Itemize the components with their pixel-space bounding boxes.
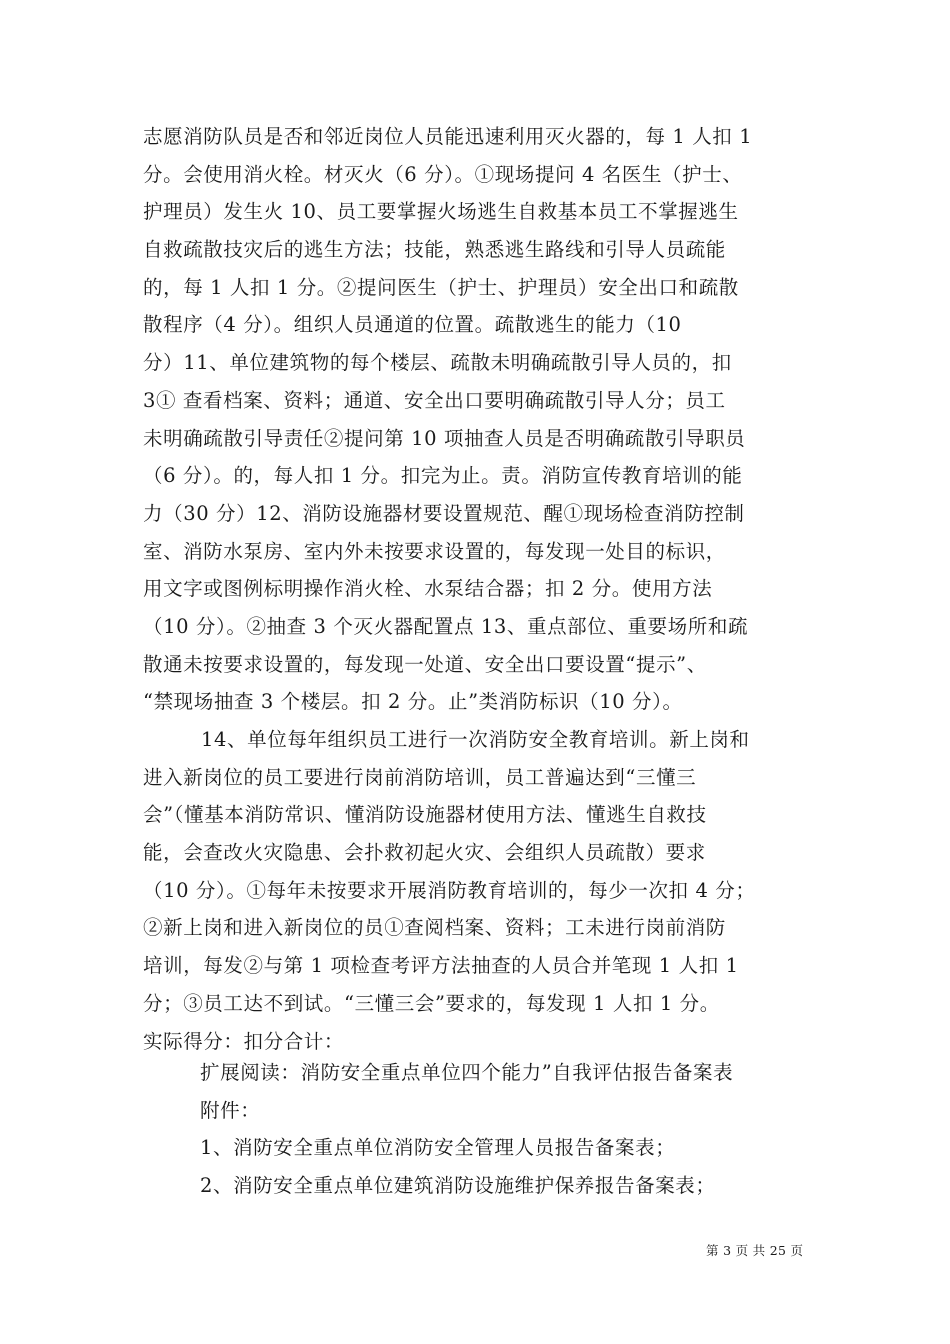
text-line: 培训，每发②与第 1 项检查考评方法抽查的人员合并笔现 1 人扣 1 <box>143 954 739 978</box>
text-line: 自救疏散技灾后的逃生方法；技能，熟悉逃生路线和引导人员疏能 <box>143 238 726 262</box>
text-line: 分。会使用消火栓。材灭火（6 分）。①现场提问 4 名医生（护士、 <box>143 162 743 186</box>
paragraph-start-line: 14、单位每年组织员工进行一次消防安全教育培训。新上岗和 <box>201 728 750 751</box>
body-text <box>143 118 809 1060</box>
page-number: 第 3 页 共 25 页 <box>706 1243 804 1258</box>
text-line: （10 分）。②抽查 3 个灭火器配置点 13、重点部位、重要场所和疏 <box>143 614 749 638</box>
text-line: 进入新岗位的员工要进行岗前消防培训，员工普遍达到“三懂三 <box>143 765 697 789</box>
extension-section <box>200 1054 820 1205</box>
text-line: ②新上岗和进入新岗位的员①查阅档案、资料；工未进行岗前消防 <box>143 916 726 940</box>
text-line: 分）11、单位建筑物的每个楼层、疏散未明确疏散引导人员的，扣 <box>143 351 732 375</box>
text-line: 会”（懂基本消防常识、懂消防设施器材使用方法、懂逃生自救技 <box>143 803 707 827</box>
text-line: 散程序（4 分）。组织人员通道的位置。疏散逃生的能力（10 <box>143 313 682 337</box>
text-line: 分；③员工达不到试。“三懂三会”要求的，每发现 1 人扣 1 分。 <box>143 991 720 1015</box>
text-line: 力（30 分）12、消防设施器材要设置规范、醒①现场检查消防控制 <box>143 501 745 525</box>
text-line: 能，会查改火灾隐患、会扑救初起火灾、会组织人员疏散）要求 <box>143 841 706 865</box>
text-line: 的，每 1 人扣 1 分。②提问医生（护士、护理员）安全出口和疏散 <box>143 275 739 299</box>
text-line: 3① 查看档案、资料；通道、安全出口要明确疏散引导人分；员工 <box>143 388 726 412</box>
attachment-label: 附件： <box>200 1098 261 1122</box>
text-line: 护理员）发生火 10、员工要掌握火场逃生自救基本员工不掌握逃生 <box>143 200 739 224</box>
text-line: 室、消防水泵房、室内外未按要求设置的，每发现一处目的标识， <box>143 539 726 563</box>
text-line: “禁现场抽查 3 个楼层。扣 2 分。止”类消防标识（10 分）。 <box>143 690 683 714</box>
text-line: （6 分）。的，每人扣 1 分。扣完为止。责。消防宣传教育培训的能 <box>143 464 743 488</box>
text-line: 用文字或图例标明操作消火栓、水泵结合器；扣 2 分。使用方法 <box>143 577 713 601</box>
attachment-item: 2、消防安全重点单位建筑消防设施维护保养报告备案表； <box>200 1174 716 1198</box>
score-summary-line: 实际得分：扣分合计： <box>143 1029 345 1053</box>
text-line: 志愿消防队员是否和邻近岗位人员能迅速利用灭火器的，每 1 人扣 1 <box>143 125 753 148</box>
extension-title: 扩展阅读：消防安全重点单位四个能力”自我评估报告备案表 <box>200 1061 734 1084</box>
text-line: （10 分）。①每年未按要求开展消防教育培训的，每少一次扣 4 分； <box>143 878 756 902</box>
text-line: 散通未按要求设置的，每发现一处道、安全出口要设置“提示”、 <box>143 652 707 676</box>
attachment-item: 1、消防安全重点单位消防安全管理人员报告备案表； <box>200 1136 676 1160</box>
text-line: 未明确疏散引导责任②提问第 10 项抽查人员是否明确疏散引导职员 <box>143 426 746 450</box>
